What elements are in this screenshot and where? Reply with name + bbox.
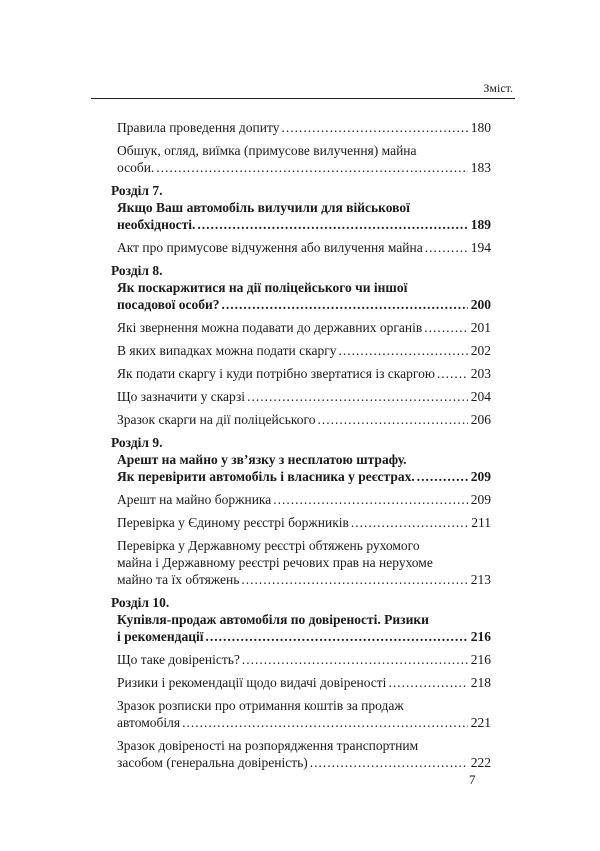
toc-entry[interactable]	[111, 651, 491, 668]
toc-entry-last-line	[117, 319, 491, 336]
toc-entry[interactable]	[111, 697, 491, 731]
toc-entry-last-line	[117, 365, 491, 382]
toc-entry-text: майно та їх обтяжень	[117, 572, 240, 587]
toc-entry-text-line: Обшук, огляд, виїмка (примусове вилучення) майна	[117, 143, 417, 158]
dot-leader	[437, 365, 468, 382]
toc-page-number: 204	[470, 389, 491, 404]
toc-entry-text: автомобіля	[117, 715, 181, 730]
dot-leader	[317, 411, 467, 428]
toc-page-number: 216	[470, 652, 491, 667]
toc-page-number: 218	[470, 675, 491, 690]
dot-leader	[197, 216, 467, 233]
toc-entry-last-line	[117, 651, 491, 668]
toc-page-number: 202	[470, 343, 491, 358]
toc-entry[interactable]	[111, 491, 491, 508]
toc-entry[interactable]	[111, 119, 491, 136]
chapter-page-number: 216	[470, 629, 491, 644]
toc-entry[interactable]	[111, 737, 491, 771]
toc-entry-last-line	[117, 674, 491, 691]
toc-entry[interactable]	[111, 319, 491, 336]
toc-page-number: 213	[470, 572, 491, 587]
toc-page-number: 222	[470, 755, 491, 770]
dot-leader	[247, 388, 468, 405]
toc-entry-text-line: майна і Державному реєстрі речових прав на нерухоме	[117, 555, 433, 570]
toc-entry-last-line	[117, 159, 491, 176]
toc-entry[interactable]	[111, 514, 491, 531]
toc-entry-text: Акт про примусове відчуження або вилучення майна	[117, 240, 423, 255]
dot-leader	[241, 571, 467, 588]
toc-entry-text: Які звернення можна подавати до державних органів	[117, 320, 423, 335]
chapter-heading[interactable]	[111, 182, 491, 233]
chapter-title-text: посадової особи?	[117, 297, 220, 312]
toc-page-number: 221	[470, 715, 491, 730]
toc-entry-text: засобом (генеральна довіреність)	[117, 755, 308, 770]
toc-entry-text: В яких випадках можна подати скаргу	[117, 343, 337, 358]
toc-page-number: 194	[470, 240, 491, 255]
toc-entry[interactable]	[111, 239, 491, 256]
dot-leader	[417, 468, 468, 485]
dot-leader	[156, 159, 467, 176]
toc-entry-text-line: Зразок розписки про отримання коштів за продаж	[117, 698, 404, 713]
dot-leader	[206, 628, 468, 645]
toc-entry-text: особи.	[117, 160, 155, 175]
dot-leader	[222, 296, 468, 313]
toc-entry[interactable]	[111, 411, 491, 428]
toc-entry-text-line: Перевірка у Державному реєстрі обтяжень рухомого	[117, 538, 420, 553]
table-of-contents	[111, 119, 491, 777]
chapter-title-last-line	[111, 628, 491, 645]
header-title: Зміст.	[483, 81, 513, 95]
chapter-page-number: 209	[470, 469, 491, 484]
chapter-label: Розділ 9.	[111, 435, 163, 450]
toc-entry-last-line	[117, 754, 491, 771]
chapter-label: Розділ 8.	[111, 263, 163, 278]
toc-page-number: 206	[470, 412, 491, 427]
chapter-page-number: 189	[470, 217, 491, 232]
dot-leader	[351, 514, 468, 531]
toc-entry[interactable]	[111, 342, 491, 359]
toc-entry-text: Що таке довіреність?	[117, 652, 240, 667]
toc-entry-last-line	[117, 714, 491, 731]
dot-leader	[242, 651, 468, 668]
toc-page-number: 201	[470, 320, 491, 335]
toc-entry-last-line	[117, 411, 491, 428]
dot-leader	[339, 342, 468, 359]
chapter-title-text: Як перевірити автомобіль і власника у реєстрах.	[117, 469, 415, 484]
toc-entry-last-line	[117, 342, 491, 359]
chapter-heading[interactable]	[111, 262, 491, 313]
toc-entry-last-line	[117, 119, 491, 136]
toc-entry-last-line	[117, 388, 491, 405]
chapter-title-last-line	[111, 468, 491, 485]
toc-page-number: 180	[470, 120, 491, 135]
toc-entry-last-line	[117, 239, 491, 256]
dot-leader	[424, 319, 468, 336]
chapter-title-text: і рекомендації	[117, 629, 204, 644]
toc-entry-last-line	[117, 571, 491, 588]
dot-leader	[182, 714, 468, 731]
toc-entry[interactable]	[111, 537, 491, 588]
toc-entry-text: Зразок скарги на дії поліцейського	[117, 412, 316, 427]
toc-entry-text-line: Зразок довіреності на розпорядження транспортним	[117, 738, 419, 753]
chapter-heading[interactable]	[111, 594, 491, 645]
toc-page-number: 211	[471, 515, 491, 530]
chapter-title-last-line	[111, 216, 491, 233]
chapter-label: Розділ 7.	[111, 183, 163, 198]
toc-page-number: 183	[470, 160, 491, 175]
chapter-title-line: Як поскаржитися на дії поліцейського чи іншої	[117, 280, 408, 295]
chapter-title-line: Купівля-продаж автомобіля по довіреності. Ризики	[117, 612, 429, 627]
toc-entry-text: Арешт на майно боржника	[117, 492, 272, 507]
chapter-title-last-line	[111, 296, 491, 313]
dot-leader	[273, 491, 467, 508]
toc-entry-text: Що зазначити у скарзі	[117, 389, 246, 404]
page-number: 7	[469, 772, 476, 787]
chapter-title-line: Арешт на майно у зв’язку з несплатою штрафу.	[117, 452, 407, 467]
toc-page-number: 209	[470, 492, 491, 507]
toc-entry-last-line	[117, 491, 491, 508]
toc-entry-text: Ризики і рекомендації щодо видачі довіреності	[117, 675, 387, 690]
running-header	[91, 80, 515, 99]
toc-entry-last-line	[117, 514, 491, 531]
toc-page-number: 203	[470, 366, 491, 381]
toc-entry[interactable]	[111, 365, 491, 382]
toc-entry[interactable]	[111, 674, 491, 691]
toc-entry[interactable]	[111, 142, 491, 176]
chapter-label: Розділ 10.	[111, 595, 170, 610]
dot-leader	[310, 754, 468, 771]
toc-entry-text: Перевірка у Єдиному реєстрі боржників	[117, 515, 349, 530]
dot-leader	[388, 674, 467, 691]
toc-entry-text: Як подати скаргу і куди потрібно звертатися із скаргою	[117, 366, 435, 381]
toc-entry[interactable]	[111, 388, 491, 405]
toc-entry-text: Правила проведення допиту	[117, 120, 280, 135]
chapter-title-line: Якщо Ваш автомобіль вилучили для військової	[117, 200, 410, 215]
chapter-heading[interactable]	[111, 434, 491, 485]
chapter-page-number: 200	[470, 297, 491, 312]
chapter-title-text: необхідності.	[117, 217, 196, 232]
dot-leader	[281, 119, 467, 136]
dot-leader	[425, 239, 468, 256]
